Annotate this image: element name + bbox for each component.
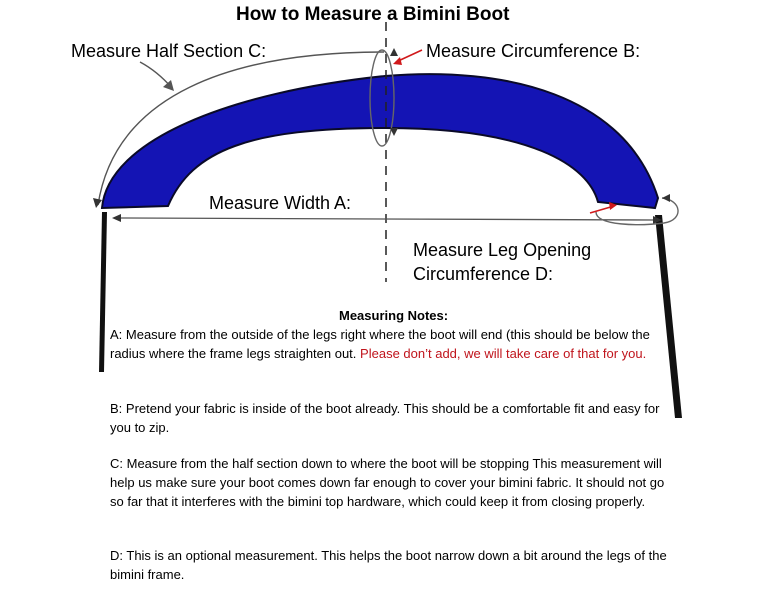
width-line <box>118 218 656 220</box>
note-a-text: A: Measure from the outside of the legs right where the boot will end (this should be below the radius where the frame legs straighten out. <box>110 327 650 361</box>
notes-heading: Measuring Notes: <box>339 308 449 323</box>
note-b: B: Pretend your fabric is inside of the boot already. This should be a comfortable fit and easy for you to zip. <box>110 401 660 435</box>
callout-circumference: Measure Circumference B: <box>426 41 641 61</box>
page-title: How to Measure a Bimini Boot <box>236 4 510 25</box>
callout-half-section: Measure Half Section C: <box>71 41 267 61</box>
note-d: D: This is an optional measurement. This helps the boot narrow down a bit around the legs of the bimini frame. <box>110 548 667 582</box>
half-section-pointer-head <box>163 80 174 91</box>
bimini-boot <box>102 74 658 208</box>
callout-leg-opening-line2: Circumference D: <box>413 264 554 284</box>
half-section-arrowhead <box>93 198 102 208</box>
note-c: C: Measure from the half section down to where the boot will be stopping This measurement will help us make sure your boot comes down far enough to cover your bimini fabric. It should not go so far that it interferes with the bimini top hardware, which could keep it from closing properly. <box>110 456 665 509</box>
note-a-highlight: Please don’t add, we will take care of that for you. <box>360 346 647 361</box>
note-a <box>110 325 670 363</box>
width-arrowhead-left <box>112 214 121 222</box>
callout-leg-opening-line1: Measure Leg Opening <box>413 240 592 260</box>
left-frame-leg <box>99 212 107 372</box>
leg-opening-arrowhead <box>662 194 670 202</box>
callout-width: Measure Width A: <box>209 193 352 213</box>
circumference-pointer-head <box>393 57 402 65</box>
right-frame-leg <box>655 215 682 418</box>
